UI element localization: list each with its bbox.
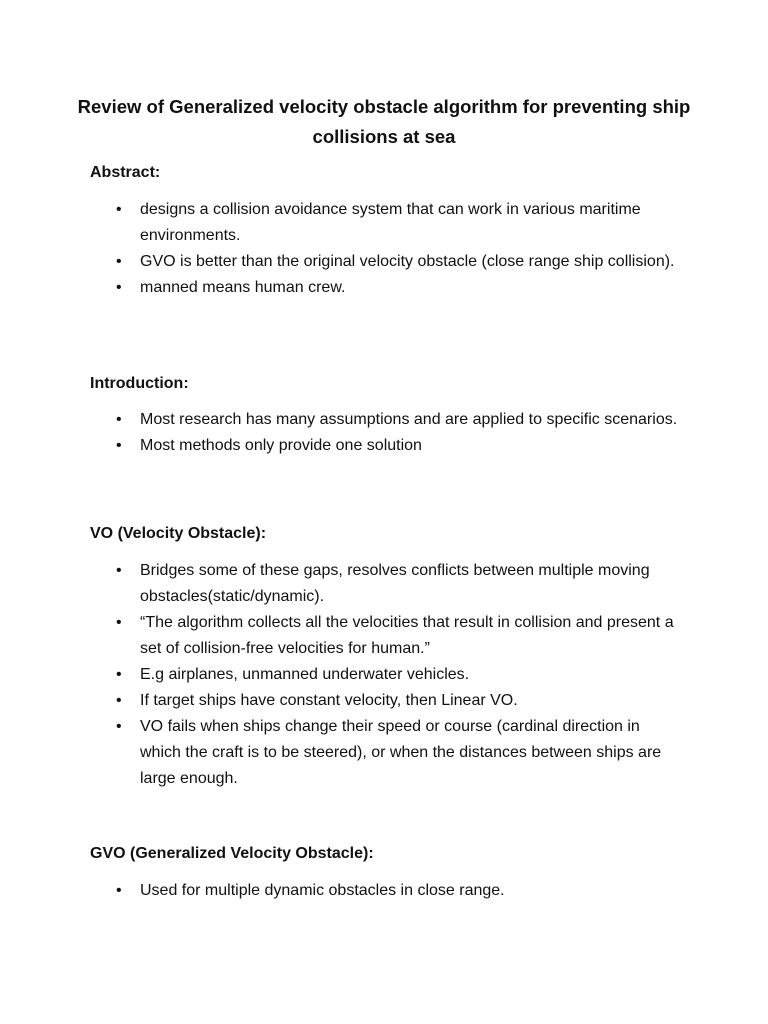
vo-list (0, 558, 768, 792)
list-item (0, 197, 768, 249)
list-item-text: VO fails when ships change their speed or course (cardinal direction in which the craft is to be steered), or when the distances between ships are large enough. (140, 718, 662, 787)
list-item (0, 249, 768, 275)
bullet-icon: • (116, 614, 122, 631)
bullet-icon: • (116, 882, 122, 899)
list-item (0, 275, 768, 301)
list-item-text: “The algorithm collects all the velocities that result in collision and present a set of collision-free velocities for human.” (140, 614, 674, 657)
list-item-text: Most research has many assumptions and are applied to specific scenarios. (140, 411, 678, 428)
bullet-icon: • (116, 279, 122, 296)
section-heading-vo: VO (Velocity Obstacle): (90, 525, 267, 542)
list-item (0, 558, 768, 610)
list-item (0, 433, 768, 459)
list-item (0, 878, 768, 904)
bullet-icon: • (116, 411, 122, 428)
list-item (0, 407, 768, 433)
list-item-text: Most methods only provide one solution (140, 437, 422, 454)
list-item (0, 610, 768, 662)
section-heading-abstract: Abstract: (90, 164, 161, 181)
bullet-icon: • (116, 437, 122, 454)
list-item-text: Used for multiple dynamic obstacles in close range. (140, 882, 505, 899)
list-item-text: If target ships have constant velocity, then Linear VO. (140, 692, 518, 709)
abstract-list (0, 197, 768, 301)
section-heading-gvo: GVO (Generalized Velocity Obstacle): (90, 845, 374, 862)
list-item-text: E.g airplanes, unmanned underwater vehicles. (140, 666, 470, 683)
list-item-text: GVO is better than the original velocity obstacle (close range ship collision). (140, 253, 675, 270)
bullet-icon: • (116, 718, 122, 735)
bullet-icon: • (116, 253, 122, 270)
bullet-icon: • (116, 666, 122, 683)
list-item-text: Bridges some of these gaps, resolves conflicts between multiple moving obstacles(static/dynamic). (140, 562, 650, 605)
introduction-list (0, 407, 768, 459)
bullet-icon: • (116, 562, 122, 579)
section-heading-introduction: Introduction: (90, 375, 189, 392)
document-title: Review of Generalized velocity obstacle algorithm for preventing ship collisions at sea (77, 96, 691, 147)
bullet-icon: • (116, 692, 122, 709)
list-item-text: manned means human crew. (140, 279, 346, 296)
list-item (0, 662, 768, 688)
list-item (0, 714, 768, 792)
list-item-text: designs a collision avoidance system that can work in various maritime environments. (140, 201, 641, 244)
gvo-list (0, 878, 768, 904)
bullet-icon: • (116, 201, 122, 218)
list-item (0, 688, 768, 714)
